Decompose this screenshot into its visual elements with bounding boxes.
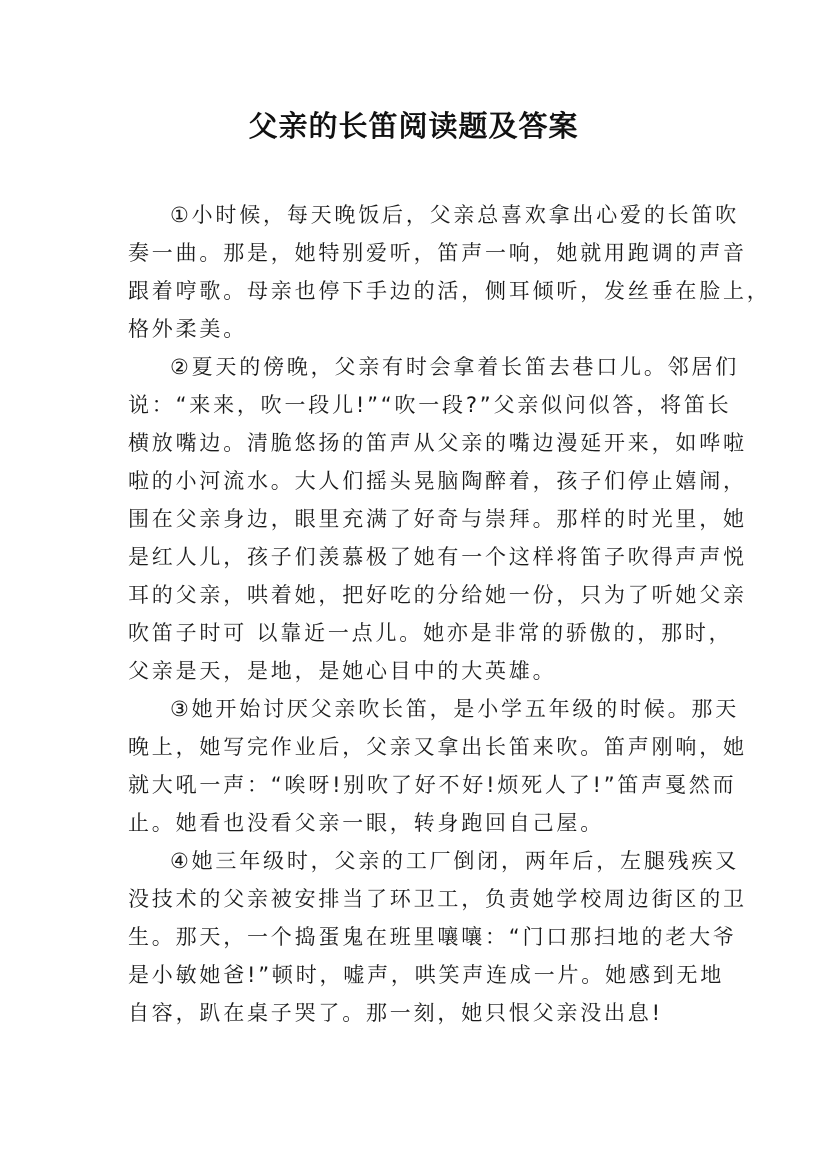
paragraph-1-line-4: 格外柔美。	[128, 317, 247, 341]
paragraph-2-line-4: 啦的小河流水。大人们摇头晃脑陶醉着，孩子们停止嬉闹，	[128, 469, 747, 493]
paragraph-2-line-7: 耳的父亲，哄着她，把好吃的分给她一份，只为了听她父亲	[128, 583, 747, 607]
paragraph-1-line-1: ①小时候，每天晚饭后，父亲总喜欢拿出心爱的长笛吹	[170, 203, 740, 227]
paragraph-4-line-3: 生。那天，一个捣蛋鬼在班里嚷嚷：“门口那扫地的老大爷	[128, 925, 737, 949]
paragraph-2-line-8: 吹笛子时可 以靠近一点儿。她亦是非常的骄傲的，那时，	[128, 621, 733, 645]
paragraph-1-line-3: 跟着哼歌。母亲也停下手边的活，侧耳倾听，发丝垂在脸上，	[128, 279, 771, 303]
paragraph-4-line-2: 没技术的父亲被安排当了环卫工，负责她学校周边街区的卫	[128, 887, 747, 911]
paragraph-3-line-4: 止。她看也没看父亲一眼，转身跑回自己屋。	[128, 811, 604, 835]
paragraph-2-line-9: 父亲是天，是地，是她心目中的大英雄。	[128, 659, 557, 683]
paragraph-2-line-1: ②夏天的傍晚，父亲有时会拿着长笛去巷口儿。邻居们	[170, 355, 740, 379]
paragraph-3-line-3: 就大吼一声：“唉呀!别吹了好不好!烦死人了!”笛声戛然而	[128, 773, 737, 797]
paragraph-4-line-4: 是小敏她爸!”顿时，嘘声，哄笑声连成一片。她感到无地	[128, 963, 725, 987]
paragraph-3-line-2: 晚上，她写完作业后，父亲又拿出长笛来吹。笛声刚响，她	[128, 735, 747, 759]
paragraph-1-line-2: 奏一曲。那是，她特别爱听，笛声一响，她就用跑调的声音	[128, 241, 747, 265]
paragraph-2-line-6: 是红人儿，孩子们羡慕极了她有一个这样将笛子吹得声声悦	[128, 545, 747, 569]
paragraph-4-line-5: 自容，趴在桌子哭了。那一刻，她只恨父亲没出息!	[128, 1001, 663, 1025]
document-title: 父亲的长笛阅读题及答案	[248, 109, 579, 143]
paragraph-4-line-1: ④她三年级时，父亲的工厂倒闭，两年后，左腿残疾又	[170, 849, 740, 873]
paragraph-3-line-1: ③她开始讨厌父亲吹长笛，是小学五年级的时候。那天	[170, 697, 740, 721]
paragraph-2-line-2: 说：“来来，吹一段儿!”“吹一段?”父亲似问似答，将笛长	[128, 393, 732, 417]
paragraph-2-line-5: 围在父亲身边，眼里充满了好奇与崇拜。那样的时光里，她	[128, 507, 747, 531]
paragraph-2-line-3: 横放嘴边。清脆悠扬的笛声从父亲的嘴边漫延开来，如哗啦	[128, 431, 747, 455]
